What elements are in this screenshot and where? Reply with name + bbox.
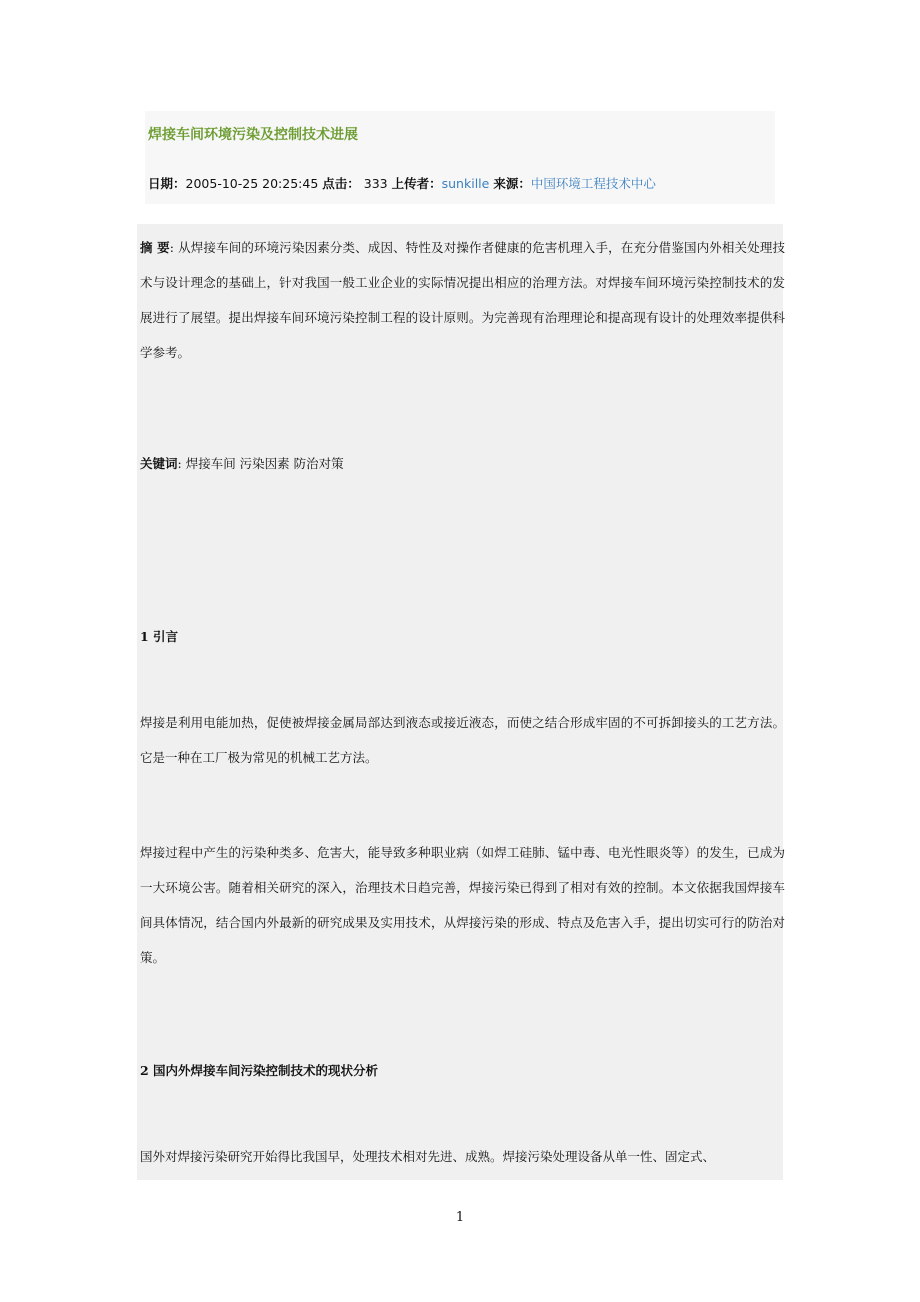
section-2-heading: 2 国内外焊接车间污染控制技术的现状分析 xyxy=(140,1063,379,1078)
date-value: 2005-10-25 20:25:45 xyxy=(185,176,319,191)
source-label: 来源： xyxy=(493,176,531,191)
section-1-paragraph-2: 焊接过程中产生的污染种类多、危害大，能导致多种职业病（如焊工硅肺、锰中毒、电光性眼炎等）的发生，已成为一大环境公害。随着相关研究的深入，治理技术日趋完善，焊接污染已得到了相对有效的控制。本文依据我国焊接车间具体情况，结合国内外最新的研究成果及实用技术，从焊接污染的形成、特点及危害入手，提出切实可行的防治对策。 xyxy=(140,845,785,965)
clicks-label: 点击： xyxy=(322,176,360,191)
uploader-link[interactable]: sunkille xyxy=(441,176,490,191)
date-label: 日期： xyxy=(148,176,186,191)
article-meta xyxy=(148,174,656,192)
keywords-label: 关键词 xyxy=(140,456,178,471)
abstract xyxy=(140,230,785,370)
source-link[interactable]: 中国环境工程技术中心 xyxy=(530,176,656,191)
clicks-value: 333 xyxy=(363,176,388,191)
abstract-text: : 从焊接车间的环境污染因素分类、成因、特性及对操作者健康的危害机理入手，在充分借鉴国内外相关处理技术与设计理念的基础上，针对我国一般工业企业的实际情况提出相应的治理方法。对焊接车间环境污染控制技术的发展进行了展望。提出焊接车间环境污染控制工程的设计原则。为完善现有治理理论和提高现有设计的处理效率提供科学参考。 xyxy=(140,240,785,360)
uploader-label: 上传者： xyxy=(391,176,442,191)
keywords xyxy=(140,446,785,481)
section-1-paragraph-1: 焊接是利用电能加热，促使被焊接金属局部达到液态或接近液态，而使之结合形成牢固的不可拆卸接头的工艺方法。它是一种在工厂极为常见的机械工艺方法。 xyxy=(140,715,785,765)
section-1-heading: 1 引言 xyxy=(140,629,179,644)
article-title: 焊接车间环境污染及控制技术进展 xyxy=(148,127,358,143)
page-number: 1 xyxy=(455,1210,465,1225)
keywords-text: : 焊接车间 污染因素 防治对策 xyxy=(177,456,344,471)
abstract-label: 摘 要 xyxy=(140,240,170,255)
section-2-paragraph-1: 国外对焊接污染研究开始得比我国早，处理技术相对先进、成熟。焊接污染处理设备从单一性、固定式、 xyxy=(140,1149,716,1164)
